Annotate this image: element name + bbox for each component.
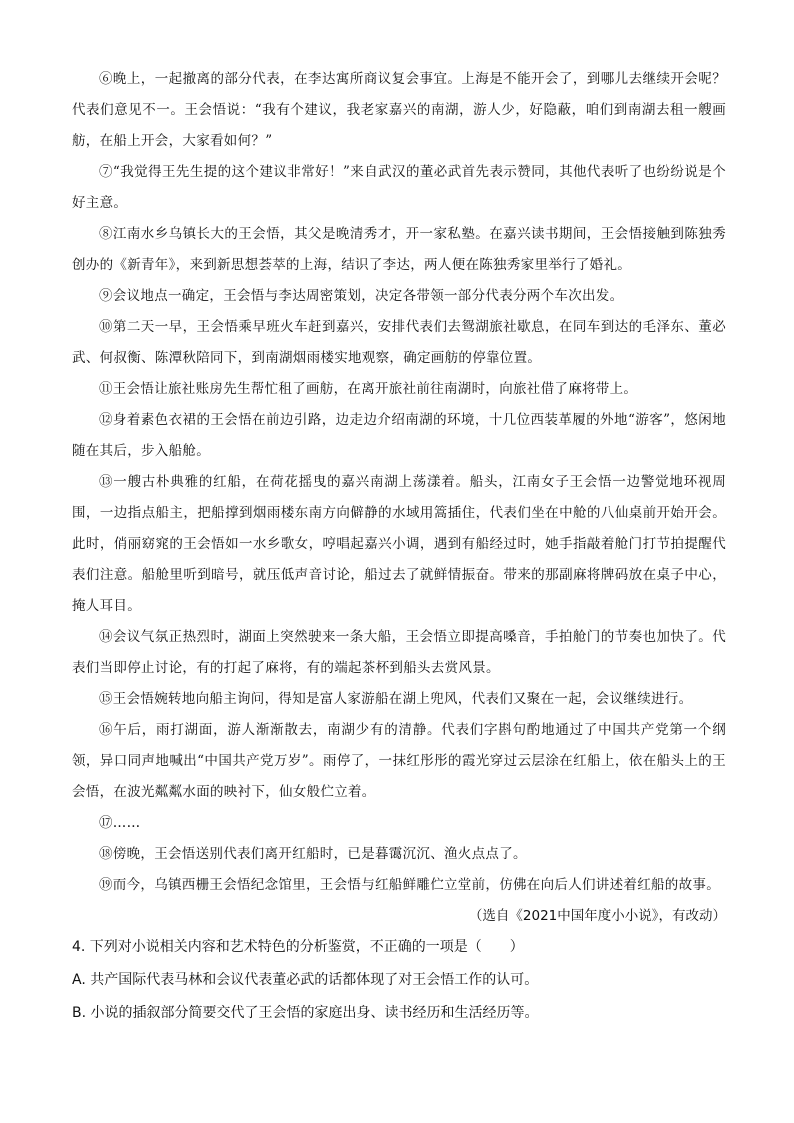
paragraph-13: ⑬一艘古朴典雅的红船，在荷花摇曳的嘉兴南湖上荡漾着。船头，江南女子王会悟一边警觉地环视周围，一边指点船主，把船撑到烟雨楼东南方向僻静的水域用篙插住，代表们坐在中舱的八仙桌前开始开会。此时，俏丽窈窕的王会悟如一水乡歌女，哼唱起嘉兴小调，遇到有船经过时，她手指敲着舱门打节拍提醒代表们注意。船舱里听到暗号，就压低声音讨论，船过去了就鲜情振奋。带来的那副麻将牌码放在桌子中心，掩人耳目。	[72, 474, 726, 614]
paragraph-8: ⑧江南水乡乌镇长大的王会悟，其父是晚清秀才，开一家私塾。在嘉兴读书期间，王会悟接触到陈独秀创办的《新青年》，来到新思想荟萃的上海，结识了李达，两人便在陈独秀家里举行了婚礼。	[72, 226, 726, 273]
paragraph-11: ⑪王会悟让旅社账房先生帮忙租了画舫，在离开旅社前往南湖时，向旅社借了麻将带上。	[99, 381, 638, 397]
paragraph-7: ⑦“我觉得王先生提的这个建议非常好！”来自武汉的董必武首先表示赞同，其他代表听了也纷纷说是个好主意。	[72, 164, 726, 211]
option-a: A. 共产国际代表马林和会议代表董必武的话都体现了对王会悟工作的认可。	[72, 972, 539, 988]
paragraph-16: ⑯午后，雨打湖面，游人渐渐散去，南湖少有的清静。代表们字斟句酌地通过了中国共产党第一个纲领，异口同声地喊出“中国共产党万岁”。雨停了，一抹红彤彤的霞光穿过云层涂在红船上，依在船头上的王会悟，在波光粼粼水面的映衬下，仙女般伫立着。	[72, 722, 726, 800]
option-b: B. 小说的插叙部分简要交代了王会悟的家庭出身、读书经历和生活经历等。	[72, 1005, 539, 1021]
paragraph-12: ⑫身着素色衣裙的王会悟在前边引路，边走边介绍南湖的环境，十几位西装革履的外地“游客”，悠闲地随在其后，步入船舱。	[72, 412, 726, 459]
paragraph-15: ⑮王会悟婉转地向船主询问，得知是富人家游船在湖上兜风，代表们又聚在一起，会议继续进行。	[99, 691, 693, 707]
paragraph-18: ⑱傍晚，王会悟送别代表们离开红船时，已是暮霭沉沉、渔火点点了。	[99, 846, 527, 862]
paragraph-19: ⑲而今，乌镇西栅王会悟纪念馆里，王会悟与红船鲜雕伫立堂前，仿佛在向后人们讲述着红船的故事。	[99, 877, 720, 893]
paragraph-9: ⑨会议地点一确定，王会悟与李达周密策划，决定各带领一部分代表分两个车次出发。	[99, 288, 624, 304]
paragraph-6: ⑥晚上，一起撤离的部分代表，在李达寓所商议复会事宜。上海是不能开会了，到哪儿去继续开会呢？代表们意见不一。王会悟说：“我有个建议，我老家嘉兴的南湖，游人少，好隐蔽，咱们到南湖去租一艘画舫，在船上开会，大家看如何？”	[72, 71, 726, 149]
paragraph-17: ⑰……	[99, 815, 141, 831]
paragraph-14: ⑭会议气氛正热烈时，湖面上突然驶来一条大船，王会悟立即提高嗓音，手拍舱门的节奏也加快了。代表们当即停止讨论，有的打起了麻将，有的端起茶杯到船头去赏风景。	[72, 629, 726, 676]
source-citation: （选自《2021中国年度小小说》，有改动）	[468, 908, 726, 924]
question-stem: 4. 下列对小说相关内容和艺术特色的分析鉴赏，不正确的一项是（ ）	[72, 939, 524, 955]
paragraph-10: ⑩第二天一早，王会悟乘早班火车赶到嘉兴，安排代表们去鸳湖旅社歇息，在同车到达的毛泽东、董必武、何叔衡、陈潭秋陪同下，到南湖烟雨楼实地观察，确定画舫的停靠位置。	[72, 319, 726, 366]
